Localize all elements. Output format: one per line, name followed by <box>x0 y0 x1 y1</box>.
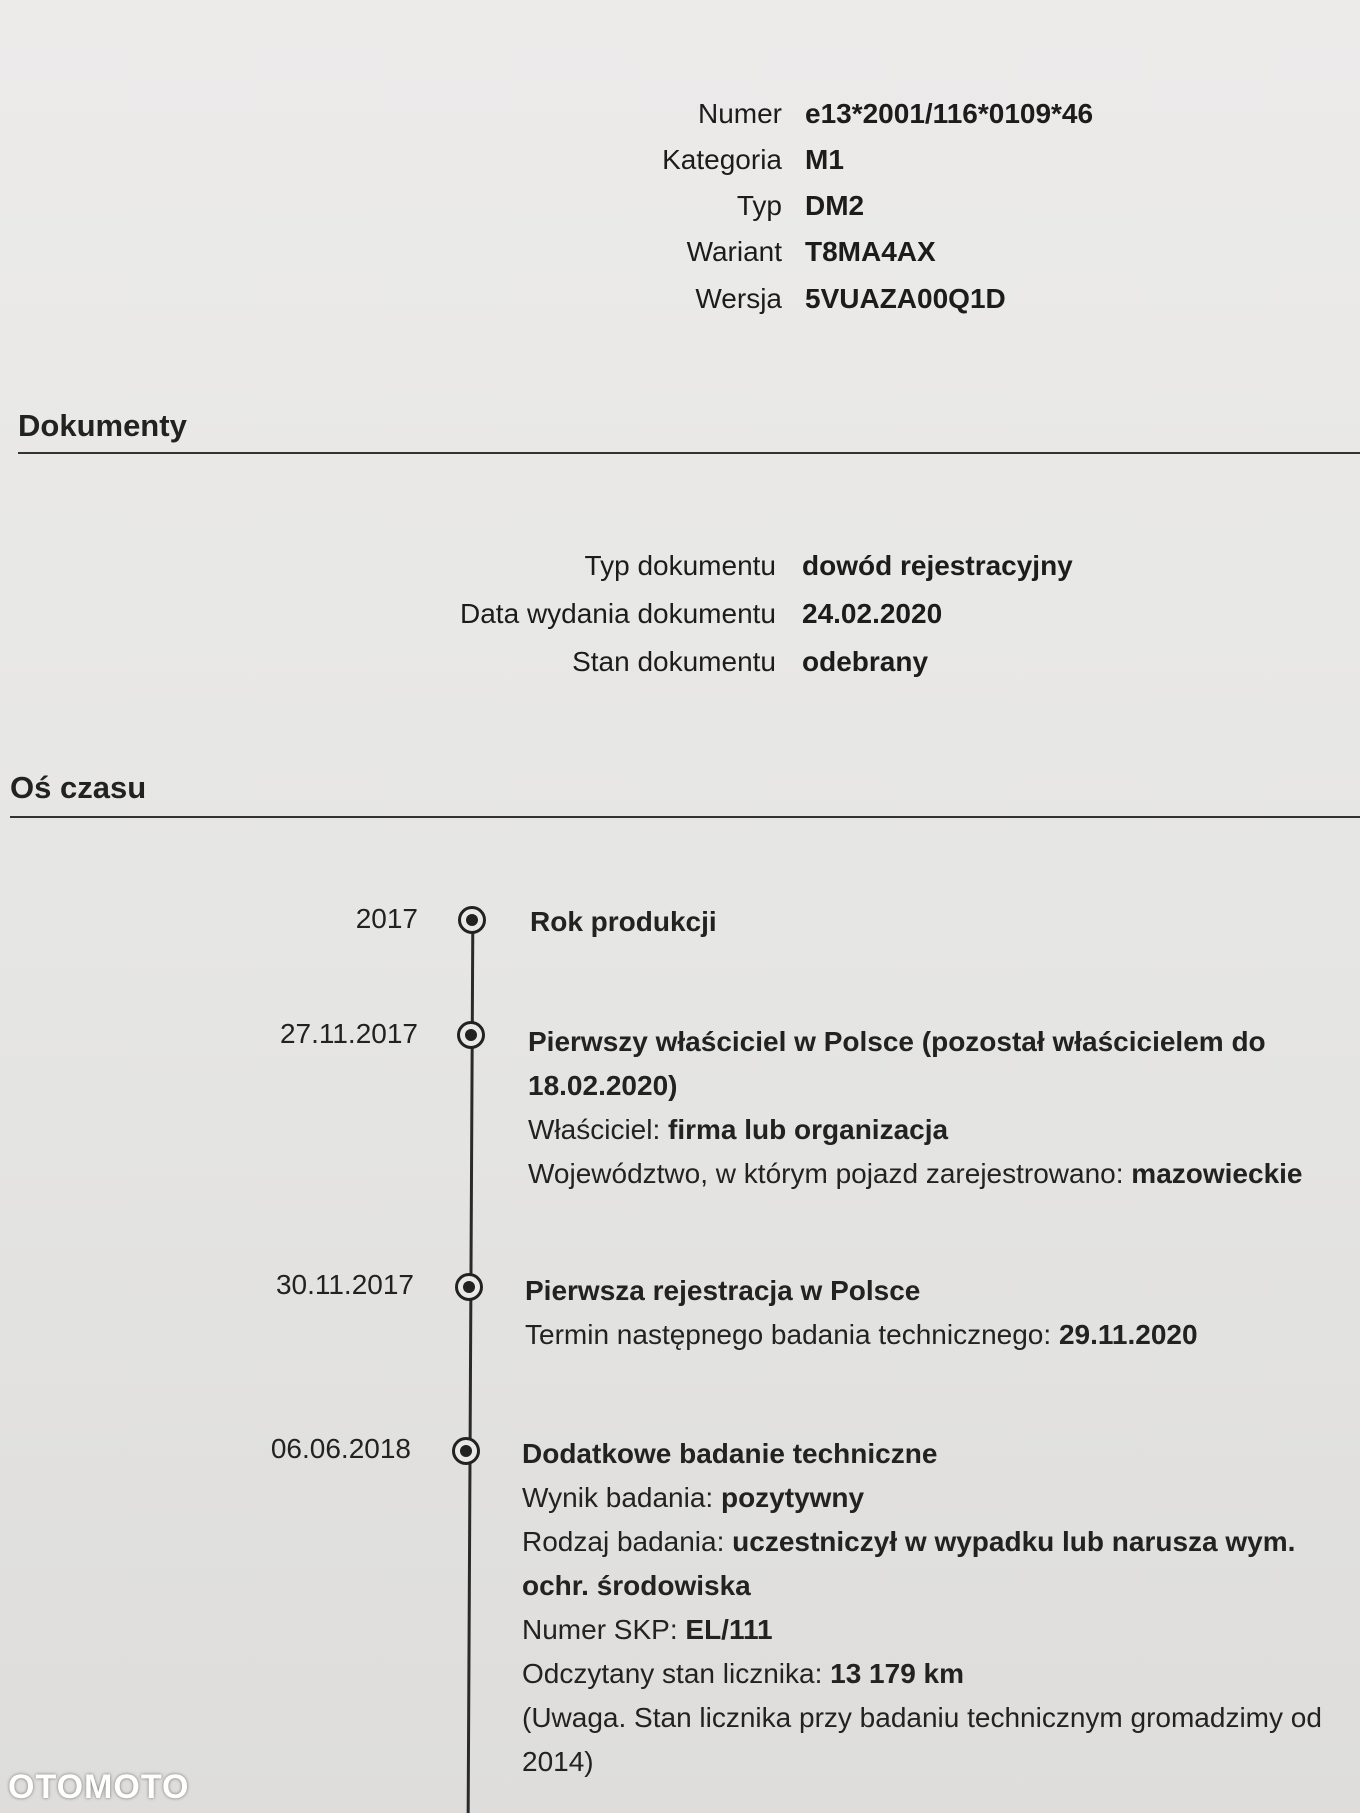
document-label: Stan dokumentu <box>572 646 776 677</box>
event-date: 27.11.2017 <box>279 1018 418 1049</box>
event-title: Dodatkowe badanie techniczne <box>522 1438 938 1469</box>
event-region <box>528 1152 1303 1196</box>
timeline-marker-icon <box>457 1021 485 1049</box>
vehicle-value: T8MA4AX <box>805 236 936 267</box>
vehicle-row-type <box>0 186 1360 226</box>
event-date: 2017 <box>355 903 418 934</box>
event-kind-continued: ochr. środowiska <box>522 1570 751 1601</box>
event-body <box>528 1020 1303 1196</box>
event-title-continued: 18.02.2020) <box>528 1070 678 1101</box>
document-label: Typ dokumentu <box>584 550 776 581</box>
event-title: Rok produkcji <box>530 906 717 937</box>
odometer-value: 13 179 km <box>830 1658 965 1689</box>
vehicle-label: Typ <box>736 190 782 221</box>
document-label: Data wydania dokumentu <box>460 598 776 629</box>
timeline-divider <box>10 816 1360 818</box>
vehicle-value: DM2 <box>805 190 865 221</box>
document-value: odebrany <box>802 646 929 677</box>
document-row-type <box>0 546 1360 586</box>
timeline-marker-icon <box>452 1437 480 1465</box>
skp-label: Numer SKP: <box>522 1614 686 1645</box>
vehicle-label: Kategoria <box>662 144 782 175</box>
event-body <box>525 1269 1198 1357</box>
event-note: (Uwaga. Stan licznika przy badaniu technicznym gromadzimy od <box>522 1702 1322 1733</box>
region-label: Województwo, w którym pojazd zarejestrowano: <box>528 1158 1132 1189</box>
kind-value: uczestniczył w wypadku lub narusza wym. <box>732 1526 1296 1557</box>
vehicle-value: e13*2001/116*0109*46 <box>805 98 1094 129</box>
odometer-label: Odczytany stan licznika: <box>522 1658 831 1689</box>
region-value: mazowieckie <box>1131 1158 1303 1189</box>
vehicle-row-category <box>0 140 1360 180</box>
next-inspection-label: Termin następnego badania technicznego: <box>525 1319 1059 1350</box>
owner-value: firma lub organizacja <box>668 1114 949 1145</box>
event-body <box>522 1432 1322 1784</box>
otomoto-watermark-logo: OTOMOTO <box>8 1768 190 1806</box>
document-value: 24.02.2020 <box>802 598 943 629</box>
timeline-marker-icon <box>455 1273 483 1301</box>
document-row-issue-date <box>0 594 1360 634</box>
event-date: 06.06.2018 <box>270 1433 411 1464</box>
documents-divider <box>18 452 1360 454</box>
event-note-continued: 2014) <box>522 1746 594 1777</box>
vehicle-value: M1 <box>805 144 844 175</box>
document-row-status <box>0 642 1360 682</box>
document-value: dowód rejestracyjny <box>802 550 1073 581</box>
event-kind <box>522 1520 1322 1564</box>
vehicle-row-variant <box>0 232 1360 272</box>
documents-heading: Dokumenty <box>18 408 187 443</box>
event-body <box>530 900 717 944</box>
event-odometer <box>522 1652 1322 1696</box>
kind-label: Rodzaj badania: <box>522 1526 733 1557</box>
timeline-heading: Oś czasu <box>10 770 147 805</box>
skp-value: EL/111 <box>685 1614 773 1645</box>
vehicle-label: Wersja <box>695 283 782 314</box>
vehicle-label: Wariant <box>686 236 782 267</box>
result-value: pozytywny <box>720 1482 865 1513</box>
timeline-marker-icon <box>458 906 486 934</box>
vehicle-row-number <box>0 94 1360 134</box>
event-date: 30.11.2017 <box>275 1269 414 1300</box>
event-title: Pierwszy właściciel w Polsce (pozostał właścicielem do <box>528 1026 1266 1057</box>
next-inspection-value: 29.11.2020 <box>1058 1319 1198 1350</box>
event-owner <box>528 1108 1303 1152</box>
result-label: Wynik badania: <box>522 1482 721 1513</box>
event-result <box>522 1476 1322 1520</box>
event-skp <box>522 1608 1322 1652</box>
vehicle-row-version <box>0 279 1360 319</box>
vehicle-value: 5VUAZA00Q1D <box>805 283 1006 314</box>
vehicle-label: Numer <box>697 98 782 129</box>
event-next-inspection <box>525 1313 1198 1357</box>
event-title: Pierwsza rejestracja w Polsce <box>525 1275 921 1306</box>
owner-label: Właściciel: <box>528 1114 669 1145</box>
